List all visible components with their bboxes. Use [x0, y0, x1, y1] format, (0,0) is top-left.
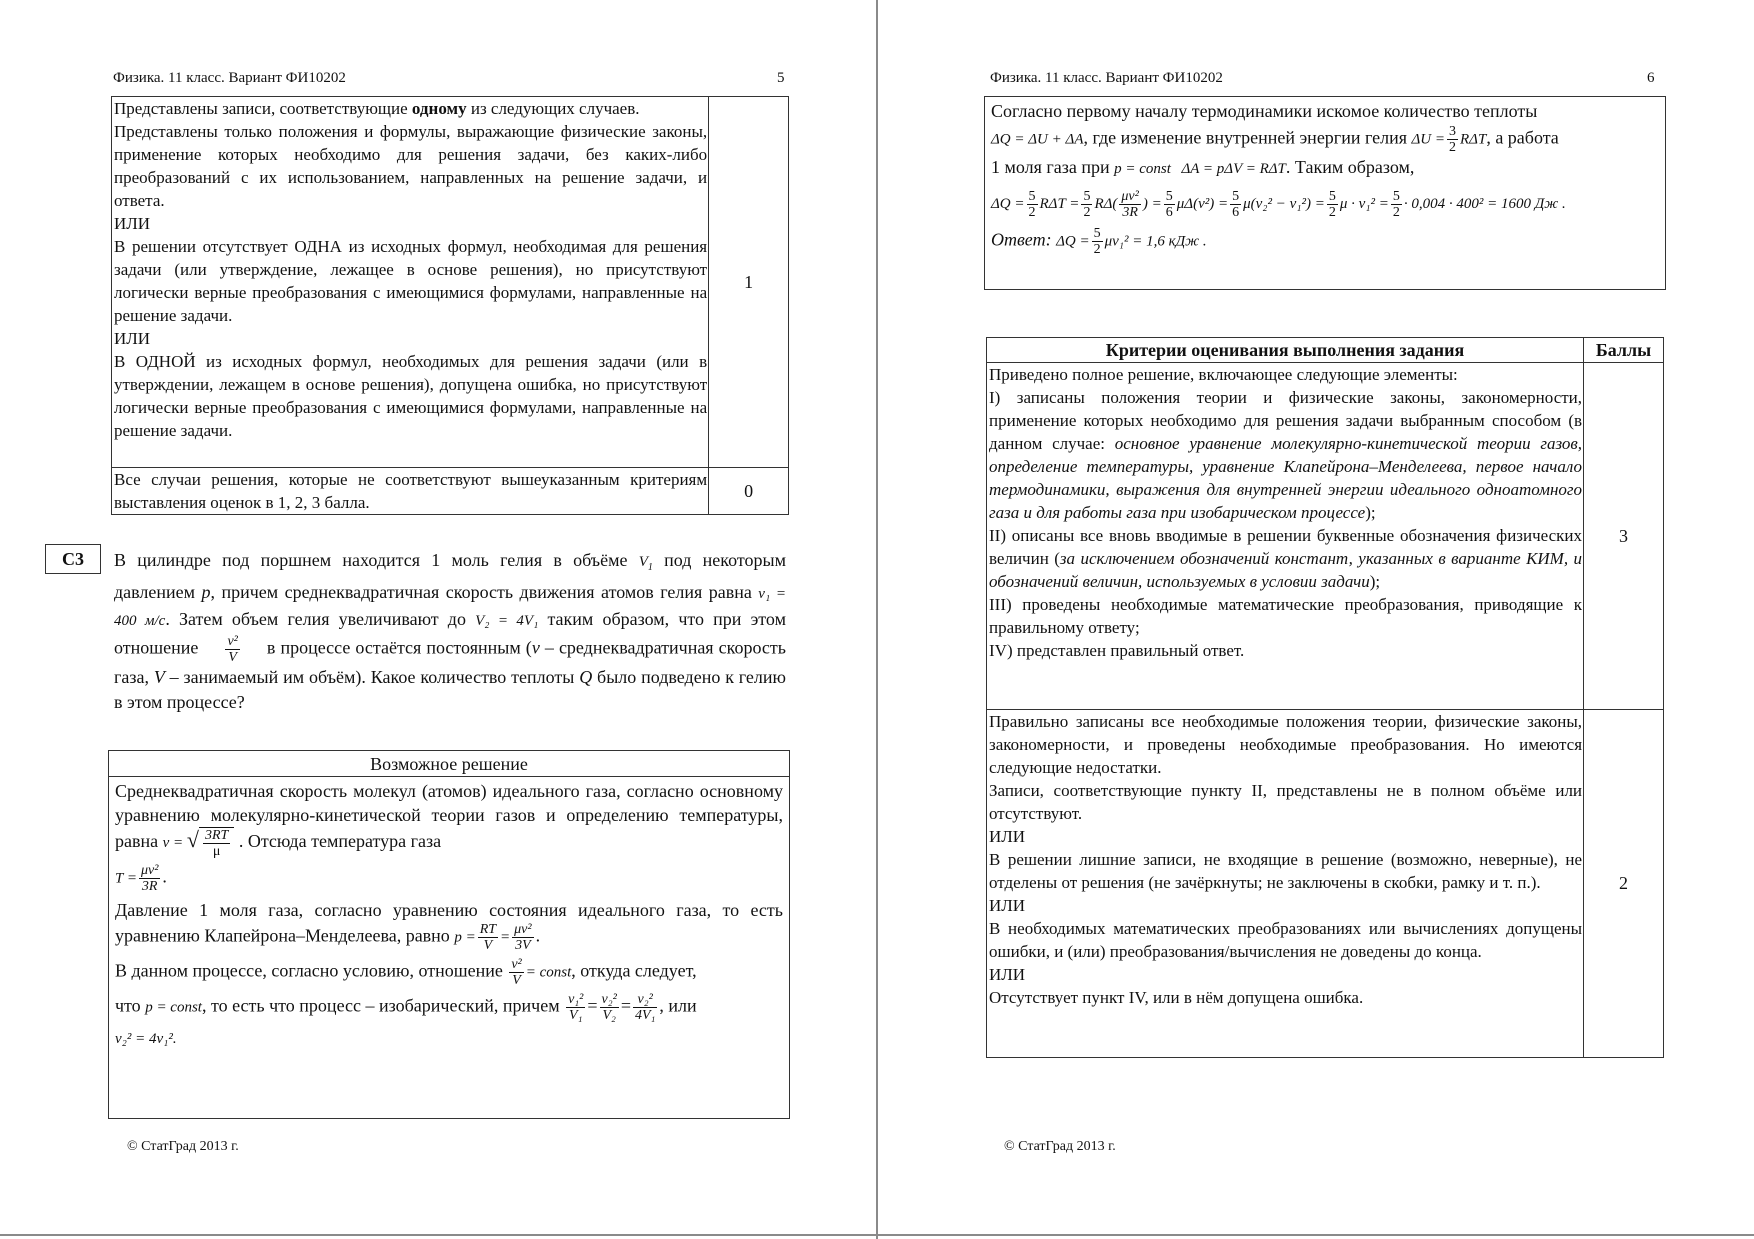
formula-first-law: ΔQ = ΔU + ΔA — [991, 131, 1084, 148]
criteria-text-part: I) записаны положения теории и физические законы, закономерности, применение которых необходимо для решения задачи выбранным способом (в данном случае: — [989, 388, 1583, 453]
criteria-text-part: II) описаны все вновь вводимые в решении буквенные обозначения физических величин ( — [989, 526, 1583, 568]
fraction-denominator: 3R — [1122, 205, 1138, 221]
formula-lhs: v = — [162, 834, 184, 851]
formula-heat-derivation — [991, 182, 1659, 226]
formula-end: . — [535, 925, 541, 946]
criteria-paragraph: В ОДНОЙ из исходных формул, необходимых для решения задачи (или в утверждении, лежащем в основе решения), допущена ошибка, но присутствуют логически верные преобразования с имеющимися формулами, направленные на решение задачи. — [114, 352, 708, 440]
isobar-fraction-2 — [600, 992, 619, 1023]
criteria-row-2-points — [987, 710, 1664, 1058]
solution-paragraph: что p = const, то есть что процесс – изобарический, причем $\frac{\text{v₁²}}{\text{V₁}}$ = $\frac{\text{v₂²}}{\text{V₂}}$ = $\frac{\text{v₂²}}{\text{4V₁}}$ , или — [115, 992, 697, 1023]
fraction-5-2 — [1027, 189, 1038, 220]
page-number: 6 — [1647, 70, 1655, 86]
fraction-denominator: 2 — [1083, 205, 1091, 221]
criteria-bold-word: одному — [411, 99, 467, 118]
task-text-part: под некоторым давлением — [114, 550, 786, 602]
fraction-numerator: RT — [479, 922, 497, 937]
formula-final-relation — [115, 1025, 783, 1051]
symbol-V: V — [153, 667, 165, 687]
criteria-paragraph: ИЛИ — [989, 827, 1026, 846]
criteria-header-row — [987, 338, 1664, 363]
fraction-numerator: 5 — [1083, 189, 1091, 205]
fraction-denominator: 3V — [515, 938, 531, 953]
criteria-text — [112, 97, 709, 468]
symbol-v: v — [531, 637, 540, 658]
formula-isobaric: p = const — [1114, 161, 1171, 177]
solution-text: что — [115, 995, 141, 1016]
fraction-denominator: V — [228, 650, 237, 665]
fraction-numerator: v₂² — [601, 992, 617, 1007]
criteria-points: 0 — [709, 468, 789, 515]
solution-paragraph — [115, 898, 783, 953]
fraction-denominator: V₂ — [602, 1008, 616, 1023]
radicand-fraction — [203, 828, 230, 859]
formula-temperature — [115, 863, 783, 894]
formula-text: v₂² = 4v₁². — [115, 1031, 177, 1047]
fraction-denominator: 2 — [1093, 242, 1101, 257]
fraction-denominator: μ — [212, 844, 221, 859]
solution-title: Возможное решение — [109, 751, 789, 777]
criteria-paragraph: Отсутствует пункт IV, или в нём допущена ошибка. — [989, 988, 1364, 1007]
fraction-numerator: v² — [227, 634, 238, 649]
answer-line — [991, 124, 1659, 155]
fraction-numerator: v₁² — [568, 992, 584, 1007]
formula-lhs: ΔU = — [1411, 131, 1445, 148]
formula-lhs: T = — [115, 870, 137, 887]
formula-part: μ · v₁² = — [1339, 196, 1389, 212]
criteria-points: 2 — [1584, 710, 1664, 1058]
fraction-numerator: v₂² — [633, 992, 657, 1008]
formula-part: ΔQ = — [991, 196, 1025, 212]
solution-text: , или — [659, 995, 697, 1016]
criteria-paragraph: В решении лишние записи, не входящие в решение (возможно, неверные), не отделены от решения (не зачёркнуты; не заключены в скобки, рамку и т. п.). — [989, 850, 1583, 892]
fraction-numerator: 5 — [1028, 189, 1036, 205]
formula-part: μ(v₂² − v₁²) = — [1243, 196, 1325, 212]
criteria-text — [112, 468, 709, 515]
fraction-denominator: V — [483, 938, 493, 953]
criteria-text-part: ); — [1365, 503, 1376, 522]
criteria-paragraph — [989, 524, 1582, 593]
criteria-column-header: Критерии оценивания выполнения задания — [987, 338, 1584, 363]
page-5 — [0, 0, 876, 1239]
header-title: Физика. 11 класс. Вариант ФИ10202 — [113, 70, 346, 86]
criteria-row-0-points — [112, 468, 789, 515]
criteria-paragraph: ИЛИ — [989, 965, 1026, 984]
answer-final — [991, 226, 1659, 257]
formula-rms-speed — [163, 827, 235, 859]
answer-text: . Таким образом, — [1285, 157, 1415, 177]
pressure-fraction-2 — [512, 922, 533, 953]
formula-work: ΔA = pΔV = RΔT — [1181, 161, 1286, 177]
fraction-denominator: 6 — [1232, 205, 1240, 221]
task-statement — [114, 548, 786, 715]
possible-solution-box — [108, 750, 790, 1119]
task-text-part: В цилиндре под поршнем находится 1 моль гелия в объёме — [114, 550, 639, 570]
internal-energy-fraction — [1447, 124, 1458, 155]
solution-text: , откуда следует, — [571, 960, 697, 981]
symbol-subscript: 1 — [647, 562, 653, 573]
formula-volume: V₂ = 4V₁ — [475, 613, 539, 629]
formula-rhs: RΔT — [1460, 131, 1487, 148]
fraction-denominator: 2 — [1392, 205, 1400, 221]
answer-solution-box — [984, 96, 1666, 290]
formula-isobaric: p = const — [145, 999, 202, 1016]
formula-speed: v₁ = 400 м/с — [114, 586, 787, 629]
fraction-numerator: μv² — [140, 863, 159, 878]
symbol-Q: Q — [579, 667, 593, 687]
criteria-text-part: из следующих случаев. — [466, 99, 640, 118]
ratio-fraction — [509, 957, 523, 988]
page-header — [990, 70, 1655, 87]
answer-label: Ответ: — [991, 229, 1052, 250]
fraction-denominator: 3R — [141, 879, 158, 894]
fraction-numerator: 5 — [1232, 189, 1240, 205]
criteria-text — [987, 710, 1584, 1058]
fraction-denominator: 2 — [1328, 205, 1336, 221]
sqrt-radicand — [199, 827, 234, 859]
formula-ratio — [225, 634, 239, 665]
task-text-part: таким образом, что при этом отношение — [114, 609, 786, 658]
fraction-denominator: 6 — [1165, 205, 1173, 221]
solution-text: , то есть что процесс – изобарический, причем — [201, 995, 560, 1016]
fraction-numerator: 5 — [1165, 189, 1173, 205]
answer-text: 1 моля газа при — [991, 157, 1110, 177]
answer-line: Согласно первому началу термодинамики искомое количество теплоты — [991, 101, 1538, 121]
criteria-text-part: ); — [1369, 572, 1381, 591]
formula-part: RΔT = — [1039, 196, 1080, 212]
fraction-5-2 — [1391, 189, 1402, 220]
criteria-paragraph — [989, 386, 1582, 524]
pressure-fraction-1 — [478, 922, 498, 953]
fraction-numerator: 3RT — [204, 828, 229, 843]
symbol-letter: V — [638, 554, 648, 570]
fraction-numerator: 5 — [1328, 189, 1336, 205]
solution-paragraph — [115, 957, 783, 988]
criteria-paragraph: Представлены только положения и формулы, выражающие физические законы, применение которых необходимо для решения задачи, без каких-либо преобразований с их использованием, направленных на решение задачи, и ответа. — [114, 122, 708, 210]
criteria-paragraph: В решении отсутствует ОДНА из исходных формул, необходимая для решения задачи (или утверждение, лежащее в основе решения), но присутствуют логически верные преобразования с имеющимися формулами, направленные на решение задачи. — [114, 237, 708, 325]
fraction-5-6 — [1164, 189, 1175, 220]
formula-end: . — [162, 866, 167, 887]
solution-paragraph — [115, 779, 783, 859]
page-number: 5 — [777, 70, 785, 86]
criteria-paragraph: ИЛИ — [989, 896, 1026, 915]
criteria-points: 3 — [1584, 363, 1664, 710]
formula-const: = const — [525, 964, 572, 981]
criteria-text — [987, 363, 1584, 710]
task-text-part: в процессе остаётся постоянным ( — [266, 637, 532, 658]
fraction-denominator: V₁ — [569, 1008, 583, 1023]
criteria-paragraph: IV) представлен правильный ответ. — [989, 641, 1245, 660]
formula-part: μΔ(v²) = — [1176, 196, 1229, 212]
formula-part: ) = — [1142, 196, 1162, 212]
fraction-numerator: μv² — [1121, 189, 1139, 205]
equals-sign: = — [500, 929, 511, 946]
criteria-row-1-point — [112, 97, 789, 468]
answer-fraction — [1092, 226, 1103, 257]
temperature-fraction — [139, 863, 160, 894]
solution-text: Давление 1 моля газа, согласно уравнению состояния идеального газа, то есть уравнению Клапейрона–Менделеева, равно — [115, 900, 783, 946]
fraction-numerator: 5 — [1093, 226, 1101, 241]
fraction-5-2 — [1081, 189, 1092, 220]
fraction-denominator: 2 — [1449, 140, 1456, 155]
criteria-paragraph: III) проведены необходимые математические преобразования, приводящие к правильному ответу; — [989, 595, 1583, 637]
answer-text: , а работа — [1486, 127, 1559, 148]
criteria-paragraph: ИЛИ — [114, 214, 151, 233]
isobar-fraction-1 — [566, 992, 585, 1023]
criteria-paragraph: Правильно записаны все необходимые положения теории, физические законы, закономерности, и проведены необходимые преобразования. Но имеются следующие недостатки. — [989, 712, 1583, 777]
criteria-row-3-points — [987, 363, 1664, 710]
solution-text: Среднеквадратичная скорость молекул (атомов) идеального газа, согласно основному уравнению молекулярно-кинетической теории газов и определению температуры, равна — [115, 781, 783, 852]
criteria-text-part: Представлены записи, соответствующие — [114, 99, 412, 118]
symbol-V1 — [638, 554, 653, 573]
criteria-points: 1 — [709, 97, 789, 468]
fraction-5-2 — [1327, 189, 1338, 220]
criteria-italic-part: основное уравнение молекулярно-кинетической теории газов, определение температуры, уравнение Клапейрона–Менделеева, первое начало термодинамики, выражения для внутренней энергии идеального одноатомного газа и для работы газа при изобарическом процессе — [989, 434, 1583, 522]
criteria-paragraph: Записи, соответствующие пункту II, представлены не в полном объёме или отсутствуют. — [989, 781, 1583, 823]
task-text-part: – занимаемый им объём). Какое количество теплоты — [164, 667, 580, 687]
formula-lhs: p = — [454, 929, 476, 946]
fraction-mu-v2-3R — [1119, 189, 1140, 220]
fraction-denominator: 2 — [1028, 205, 1036, 221]
task-paragraph — [114, 548, 786, 715]
fraction-numerator: μv² — [514, 922, 532, 937]
fraction-numerator: 5 — [1392, 189, 1400, 205]
formula-rhs: μv₁² = 1,6 кДж . — [1104, 233, 1207, 250]
task-id-badge: C3 — [45, 544, 101, 574]
fraction-numerator: 3 — [1449, 124, 1456, 139]
criteria-paragraph: В необходимых математических преобразованиях или вычислениях допущены ошибки, и (или) преобразования/вычисления не доведены до конца. — [989, 919, 1583, 961]
formula-lhs: ΔQ = — [1056, 233, 1090, 250]
solution-text: . Отсюда температура газа — [238, 831, 442, 852]
fraction-numerator: v² — [511, 957, 522, 972]
criteria-paragraph: Приведено полное решение, включающее следующие элементы: — [989, 365, 1458, 384]
solution-text: В данном процессе, согласно условию, отношение — [115, 960, 503, 981]
criteria-italic-part: за исключением обозначений констант, указанных в варианте КИМ, и обозначений величин, используемых в условии задачи — [989, 549, 1583, 591]
task-text-part: , причем среднеквадратичная скорость движения атомов гелия равна — [210, 582, 759, 602]
formula-part: RΔ( — [1094, 196, 1118, 212]
grading-criteria-table — [986, 337, 1664, 1058]
formula-part: · 0,004 · 400² = 1600 Дж . — [1403, 196, 1566, 212]
isobar-fraction-3 — [633, 992, 657, 1023]
fraction-denominator: 4V₁ — [634, 1008, 656, 1023]
criteria-paragraph: ИЛИ — [114, 329, 151, 348]
fraction-denominator: V — [512, 973, 521, 988]
criteria-paragraph: Все случаи решения, которые не соответствуют вышеуказанным критериям выставления оценок в 1, 2, 3 балла. — [114, 470, 708, 512]
criteria-paragraph — [114, 97, 707, 120]
task-text-part: было подведено к гелию в этом процессе? — [114, 667, 786, 712]
task-text-part: . Затем объем гелия увеличивают до — [165, 609, 476, 629]
page-header — [113, 70, 785, 87]
symbol-p: p — [201, 582, 211, 602]
page-footer: © СтатГрад 2013 г. — [1004, 1139, 1116, 1154]
sqrt-sign: √ — [186, 826, 199, 852]
answer-text: , где изменение внутренней энергии гелия — [1083, 127, 1407, 148]
task-text-part: – среднеквадратичная скорость газа, — [114, 637, 786, 687]
page-footer: © СтатГрад 2013 г. — [127, 1139, 239, 1154]
points-column-header: Баллы — [1584, 338, 1664, 363]
fraction-5-6 — [1230, 189, 1241, 220]
criteria-table-continued — [111, 96, 789, 515]
solution-body — [109, 777, 789, 1053]
answer-line — [991, 155, 1659, 182]
header-title: Физика. 11 класс. Вариант ФИ10202 — [990, 70, 1223, 86]
